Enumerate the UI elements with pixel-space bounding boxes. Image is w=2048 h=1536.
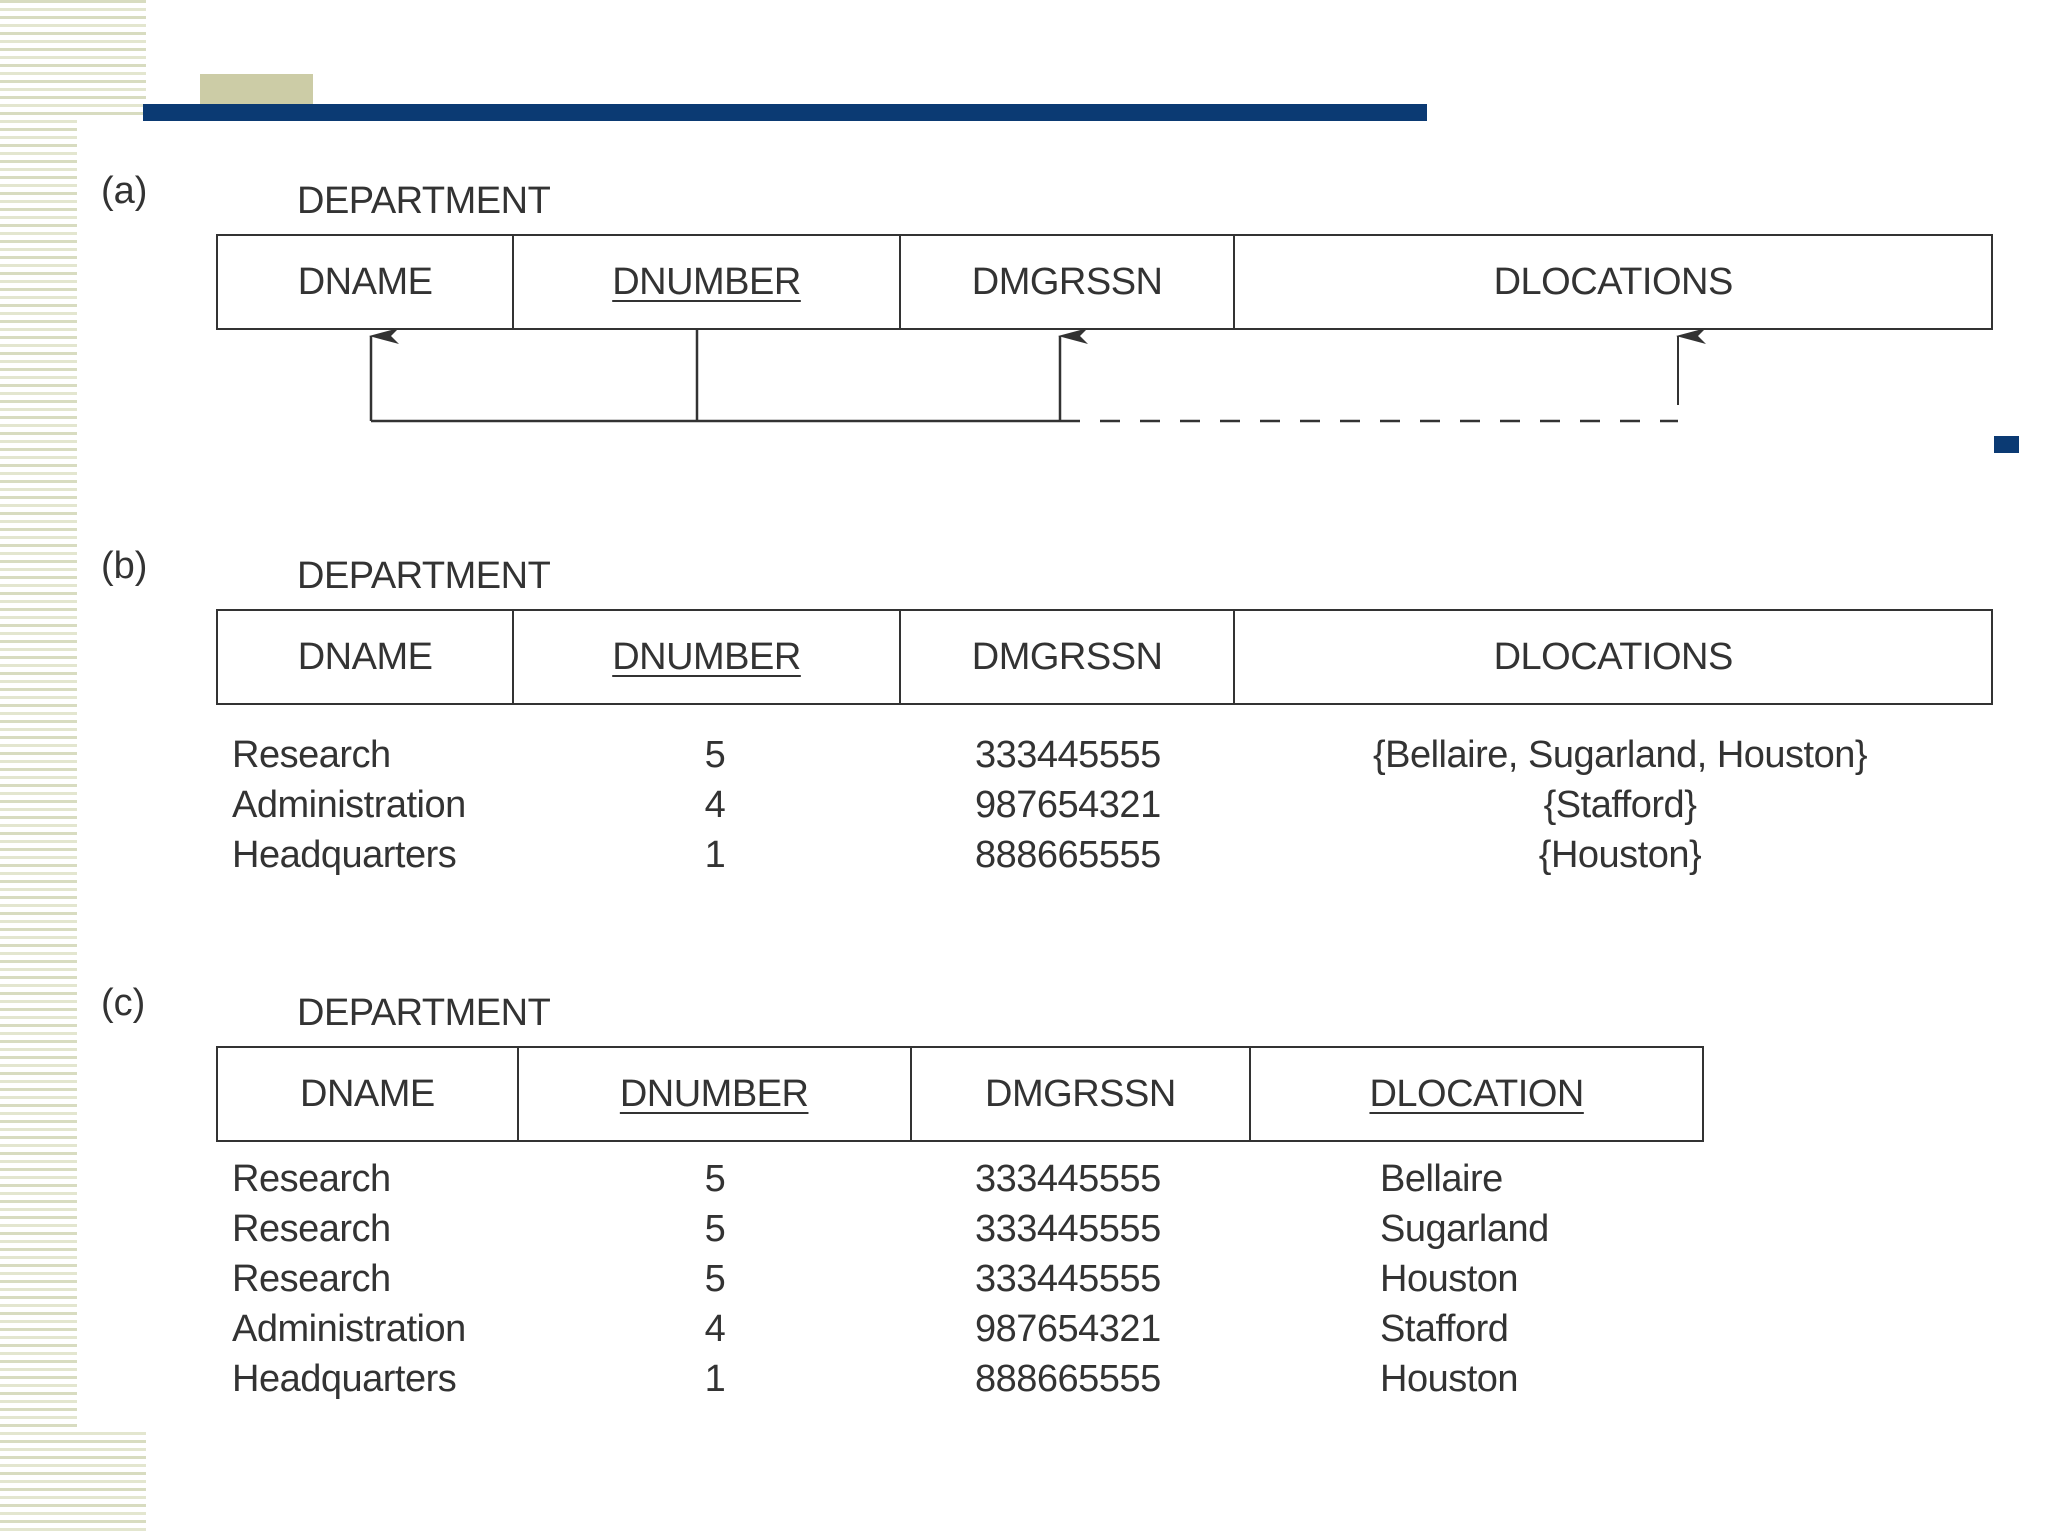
cell-dname: Research [232,1208,391,1250]
part-b-attr-dname: DNAME [218,611,514,703]
cell-dnumber: 1 [704,834,726,876]
part-b-attr-dlocations: DLOCATIONS [1493,635,1733,678]
cell-dmgrssn: 333445555 [975,1158,1161,1200]
cell-dlocations: {Houston} [1538,834,1702,876]
cell-dlocation: Houston [1380,1358,1519,1400]
part-c-attr-dnumber-key: DNUMBER [519,1048,912,1140]
cell-dmgrssn: 333445555 [975,1208,1161,1250]
part-b-row [0,834,2048,884]
part-c-row [0,1358,2048,1408]
cell-dnumber: 4 [704,784,726,826]
part-a-attr-dname: DNAME [218,236,514,328]
cell-dmgrssn: 888665555 [975,834,1161,876]
part-c-relation-name: DEPARTMENT [297,992,551,1034]
cell-dname: Administration [232,784,466,826]
part-a-attr-dnumber-key: DNUMBER [514,236,901,328]
part-c-row [0,1308,2048,1358]
part-c-attr-dname: DNAME [218,1048,519,1140]
part-c-attr-dlocation-key: DLOCATION [1369,1072,1584,1115]
part-b-relation-name: DEPARTMENT [297,555,551,597]
part-b-row [0,784,2048,834]
cell-dname: Research [232,1258,391,1300]
part-c-label: (c) [101,982,146,1024]
part-c-attr-dmgrssn: DMGRSSN [912,1048,1252,1140]
cell-dlocation: Stafford [1380,1308,1509,1350]
cell-dnumber: 1 [704,1358,726,1400]
cell-dnumber: 5 [704,1258,726,1300]
part-c-schema [216,1046,1704,1142]
part-a-attr-dmgrssn: DMGRSSN [901,236,1236,328]
cell-dmgrssn: 888665555 [975,1358,1161,1400]
cell-dname: Research [232,1158,391,1200]
cell-dlocations: {Bellaire, Sugarland, Houston} [1372,734,1868,776]
part-a-label: (a) [101,170,148,212]
part-c-row [0,1208,2048,1258]
cell-dnumber: 4 [704,1308,726,1350]
cell-dmgrssn: 333445555 [975,1258,1161,1300]
cell-dname: Research [232,734,391,776]
part-a-attr-dlocations: DLOCATIONS [1493,260,1733,303]
cell-dlocation: Sugarland [1380,1208,1549,1250]
cell-dname: Headquarters [232,1358,457,1400]
part-b-row [0,734,2048,784]
cell-dname: Headquarters [232,834,457,876]
cell-dmgrssn: 987654321 [975,1308,1161,1350]
cell-dnumber: 5 [704,734,726,776]
part-c-row [0,1158,2048,1208]
cell-dmgrssn: 987654321 [975,784,1161,826]
part-a-relation-name: DEPARTMENT [297,180,551,222]
part-b-attr-dnumber-key: DNUMBER [514,611,901,703]
cell-dnumber: 5 [704,1158,726,1200]
cell-dmgrssn: 333445555 [975,734,1161,776]
cell-dlocation: Houston [1380,1258,1519,1300]
part-b-schema [216,609,1993,705]
cell-dname: Administration [232,1308,466,1350]
part-b-attr-dmgrssn: DMGRSSN [901,611,1236,703]
part-b-label: (b) [101,545,148,587]
cell-dlocation: Bellaire [1380,1158,1503,1200]
part-c-row [0,1258,2048,1308]
cell-dlocations: {Stafford} [1543,784,1697,826]
cell-dnumber: 5 [704,1208,726,1250]
